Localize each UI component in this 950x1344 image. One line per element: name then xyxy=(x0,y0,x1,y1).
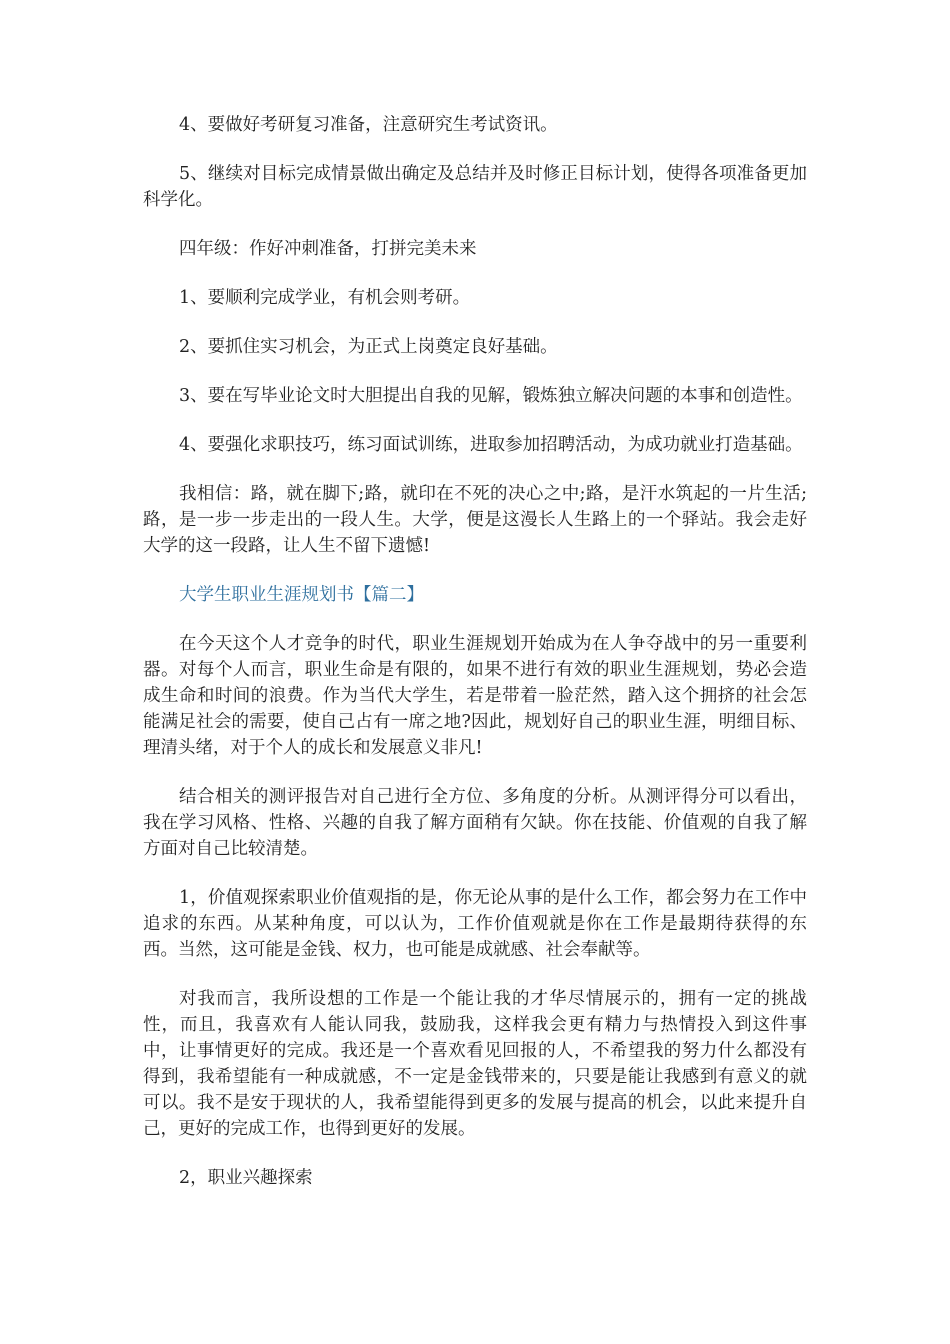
paragraph-assessment: 结合相关的测评报告对自己进行全方位、多角度的分析。从测评得分可以看出，我在学习风格、性格、兴趣的自我了解方面稍有欠缺。你在技能、价值观的自我了解方面对自己比较清楚。 xyxy=(143,787,807,859)
section-heading xyxy=(143,582,807,608)
paragraph-values: 1，价值观探索职业价值观指的是，你无论从事的是什么工作，都会努力在工作中追求的东西。从某种角度，可以认为，工作价值观就是你在工作是最期待获得的东西。当然，这可能是金钱、权力，也可能是成就感、社会奉献等。 xyxy=(143,888,807,960)
paragraph-kaoyan-prep: 4、要做好考研复习准备，注意研究生考试资讯。 xyxy=(179,115,558,135)
paragraph-senior-year-heading: 四年级：作好冲刺准备，打拼完美未来 xyxy=(179,239,477,259)
paragraph-intro: 在今天这个人才竞争的时代，职业生涯规划开始成为在人争夺战中的另一重要利器。对每个人而言，职业生命是有限的，如果不进行有效的职业生涯规划，势必会造成生命和时间的浪费。作为当代大学生，若是带着一脸茫然，踏入这个拥挤的社会怎能满足社会的需要，使自己占有一席之地?因此，规划好自己的职业生涯，明细目标、理清头绪，对于个人的成长和发展意义非凡! xyxy=(143,634,807,758)
section-heading-tag: 【篇二】 xyxy=(354,585,424,605)
paragraph-internship: 2、要抓住实习机会，为正式上岗奠定良好基础。 xyxy=(179,337,558,357)
paragraph-thesis: 3、要在写毕业论文时大胆提出自我的见解，锻炼独立解决问题的本事和创造性。 xyxy=(179,386,803,406)
paragraph-belief: 我相信：路，就在脚下;路，就印在不死的决心之中;路，是汗水筑起的一片生活;路，是一步一步走出的一段人生。大学，便是这漫长人生路上的一个驿站。我会走好大学的这一段路，让人生不留下遗憾! xyxy=(143,484,807,556)
section-heading-title: 大学生职业生涯规划书 xyxy=(179,585,354,605)
paragraph-personal-view: 对我而言，我所设想的工作是一个能让我的才华尽情展示的，拥有一定的挑战性，而且，我喜欢有人能认同我，鼓励我，这样我会更有精力与热情投入到这件事中，让事情更好的完成。我还是一个喜欢看见回报的人，不希望我的努力什么都没有得到，我希望能有一种成就感，不一定是金钱带来的，只要是能让我感到有意义的就可以。我不是安于现状的人，我希望能得到更多的发展与提高的机会，以此来提升自己，更好的完成工作，也得到更好的发展。 xyxy=(143,989,807,1139)
paragraph-interest-heading: 2，职业兴趣探索 xyxy=(179,1168,313,1188)
paragraph-job-skills: 4、要强化求职技巧，练习面试训练，进取参加招聘活动，为成功就业打造基础。 xyxy=(179,435,803,455)
document-body xyxy=(143,112,807,1214)
paragraph-goal-review: 5、继续对目标完成情景做出确定及总结并及时修正目标计划，使得各项准备更加科学化。 xyxy=(143,164,807,210)
paragraph-complete-studies: 1、要顺利完成学业，有机会则考研。 xyxy=(179,288,471,308)
